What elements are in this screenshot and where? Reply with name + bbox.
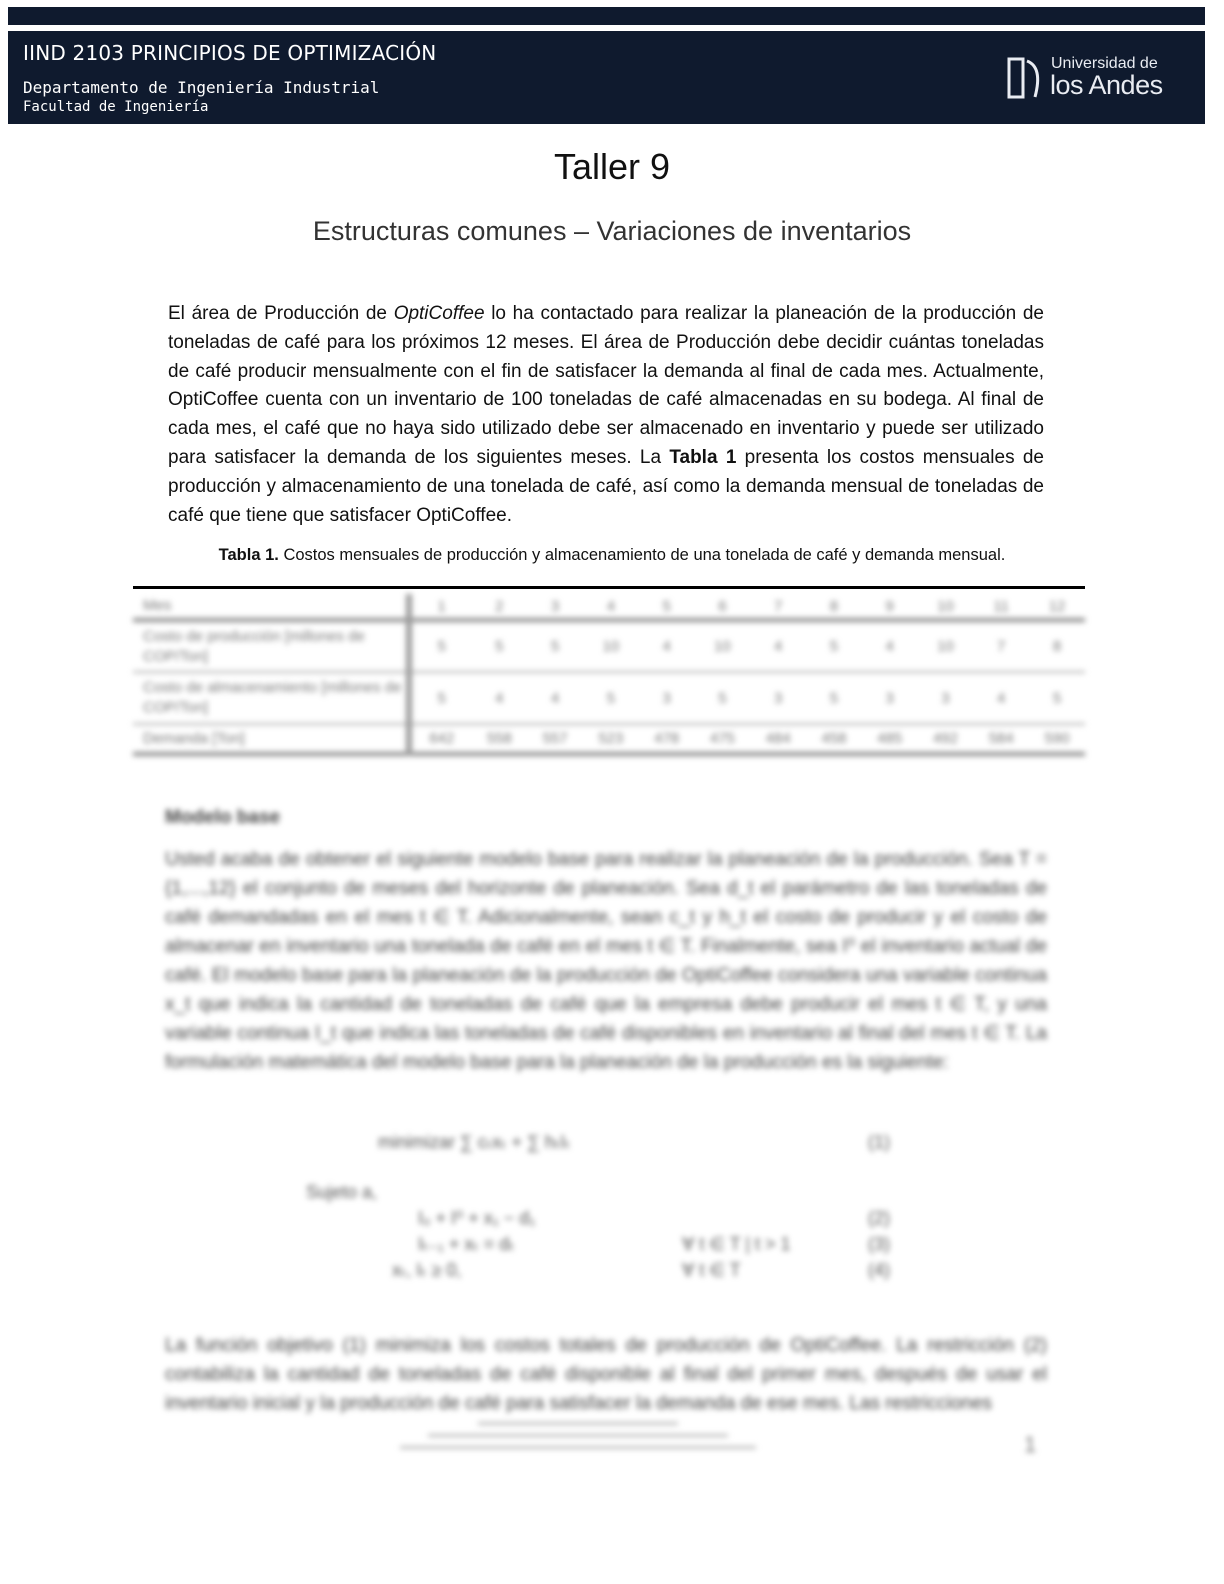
constraint-3-domain: ∀ t ∈ T	[682, 1260, 741, 1280]
logo-text-bottom: los Andes	[1050, 70, 1163, 100]
value-cell: 458	[806, 724, 862, 754]
value-cell: 3	[750, 672, 806, 724]
value-cell: 4	[973, 672, 1029, 724]
page-number: 1	[1024, 1432, 1037, 1457]
faculty-name: Facultad de Ingeniería	[23, 99, 209, 115]
course-title: IIND 2103 PRINCIPIOS DE OPTIMIZACIÓN	[23, 41, 437, 65]
constraint-3: xₜ, Iₜ ≥ 0,	[392, 1260, 462, 1280]
math-model	[0, 1122, 1224, 1292]
section-heading: Modelo base	[165, 807, 281, 828]
value-cell: 4	[471, 672, 527, 724]
footer-line	[478, 1422, 678, 1425]
top-rule	[8, 7, 1205, 25]
row-label-cell: Demanda [Ton]	[133, 724, 409, 754]
value-cell: 10	[918, 620, 974, 672]
month-cell: 5	[639, 594, 695, 620]
footer-lines	[398, 1422, 758, 1458]
blurred-content	[0, 582, 1224, 1482]
table-caption	[0, 546, 1224, 565]
month-cell: 3	[527, 594, 583, 620]
value-cell: 5	[583, 672, 639, 724]
constraint-2-domain: ∀ t ∈ T | t > 1	[682, 1234, 791, 1254]
value-cell: 492	[918, 724, 974, 754]
value-cell: 475	[695, 724, 751, 754]
constraint-1: I₀ + I⁰ + x₁ − d₁	[418, 1208, 536, 1228]
footer-line	[428, 1434, 728, 1437]
brand-name: OptiCoffee	[393, 303, 485, 324]
month-cell: 7	[750, 594, 806, 620]
month-cell: 10	[918, 594, 974, 620]
value-cell: 485	[862, 724, 918, 754]
row-label-cell: Costo de almacenamiento [millones de COP/Ton]	[133, 672, 409, 724]
value-cell: 4	[527, 672, 583, 724]
equation-number: (3)	[868, 1234, 890, 1254]
value-cell: 10	[583, 620, 639, 672]
model-explanation-paragraph: La función objetivo (1) minimiza los costos totales de producción de OptiCoffee. La restricción (2) contabiliza la cantidad de toneladas de café disponible al final del primer mes, después de usar el inventario inicial y la producción de café para satisfacer la demanda de ese mes. Las restricciones	[165, 1335, 1047, 1414]
value-cell: 484	[750, 724, 806, 754]
value-cell: 642	[409, 724, 471, 754]
value-cell: 5	[806, 672, 862, 724]
value-cell: 7	[973, 620, 1029, 672]
table-row	[133, 724, 1085, 754]
value-cell: 523	[583, 724, 639, 754]
caption-label: Tabla 1.	[218, 546, 279, 564]
value-cell: 5	[471, 620, 527, 672]
page-subtitle: Estructuras comunes – Variaciones de inventarios	[312, 216, 912, 246]
value-cell: 5	[1029, 672, 1085, 724]
intro-text-2: lo ha contactado para realizar la planeación de la producción de toneladas de café para los próximos 12 meses. El área de Producción debe decidir cuántas toneladas de café producir mensualmente con el fin de satisfacer la demanda al final de cada mes. Actualmente, OptiCoffee cuenta con un inventario de 100 toneladas de café almacenadas en su bodega. Al final de cada mes, el café que no haya sido utilizado debe ser almacenado en inventario y puede ser utilizado para satisfacer la demanda de los siguientes meses. La	[168, 303, 1044, 468]
model-description-paragraph: Usted acaba de obtener el siguiente modelo base para realizar la planeación de la producción. Sea T = {1,...,12} el conjunto de meses del horizonte de planeación. Sea d_t el parámetro de las toneladas de café demandadas en el mes t ∈ T. Adicionalmente, sean c_t y h_t el costo de producir y el costo de almacenar en inventario una tonelada de café en el mes t ∈ T. Finalmente, sea I⁰ el inventario actual de café. El modelo base para la planeación de la producción de OptiCoffee considera una variable continua x_t que indica la cantidad de toneladas de café que la empresa debe producir el mes t ∈ T, y una variable continua I_t que indica las toneladas de café disponibles en inventario al final del mes t ∈ T. La formulación matemática del modelo base para la planeación de la producción es la siguiente:	[165, 849, 1047, 1073]
document-header	[8, 31, 1205, 124]
table-grid	[133, 594, 1085, 756]
constraint-2: Iₜ₋₁ + xₜ = dₜ	[418, 1234, 515, 1254]
subject-to-label: Sujeto a,	[306, 1182, 378, 1202]
row-label-cell: Costo de producción [millones de COP/Ton]	[133, 620, 409, 672]
month-cell: 6	[695, 594, 751, 620]
value-cell: 584	[973, 724, 1029, 754]
uniandes-logo-icon	[1005, 55, 1047, 101]
month-cell: 8	[806, 594, 862, 620]
objective-function: minimizar ∑ cₜxₜ + ∑ hₜIₜ	[378, 1132, 571, 1152]
footer-line	[400, 1446, 756, 1449]
caption-text: Costos mensuales de producción y almacenamiento de una tonelada de café y demanda mensual.	[278, 546, 1006, 564]
university-logo	[1005, 53, 1165, 103]
month-cell: 9	[862, 594, 918, 620]
equation-number: (4)	[868, 1260, 890, 1280]
value-cell: 3	[862, 672, 918, 724]
month-cell: 11	[973, 594, 1029, 620]
value-cell: 558	[471, 724, 527, 754]
logo-text-top: Universidad de	[1051, 55, 1158, 72]
month-cell: 2	[471, 594, 527, 620]
value-cell: 5	[695, 672, 751, 724]
value-cell: 4	[750, 620, 806, 672]
intro-paragraph	[168, 300, 1044, 530]
month-cell: 4	[583, 594, 639, 620]
value-cell: 590	[1029, 724, 1085, 754]
table-top-rule	[133, 586, 1085, 589]
value-cell: 5	[409, 672, 471, 724]
value-cell: 5	[409, 620, 471, 672]
table-row	[133, 672, 1085, 724]
month-cell: 1	[409, 594, 471, 620]
value-cell: 3	[639, 672, 695, 724]
value-cell: 5	[527, 620, 583, 672]
value-cell: 4	[639, 620, 695, 672]
month-cell: 12	[1029, 594, 1085, 620]
intro-text-1: El área de Producción de	[168, 303, 394, 324]
intro-text-3: presenta los costos mensuales de producción y almacenamiento de una tonelada de café, así como la demanda mensual de toneladas de café que tiene que satisfacer OptiCoffee.	[168, 446, 1044, 526]
table-reference: Tabla 1	[669, 446, 737, 468]
page-title: Taller 9	[553, 146, 671, 187]
header-label-cell: Mes	[133, 594, 409, 620]
value-cell: 10	[695, 620, 751, 672]
equation-number: (2)	[868, 1208, 890, 1228]
table-row	[133, 620, 1085, 672]
table-header-row	[133, 594, 1085, 620]
value-cell: 3	[918, 672, 974, 724]
department-name: Departamento de Ingeniería Industrial	[23, 78, 380, 97]
value-cell: 557	[527, 724, 583, 754]
equation-number: (1)	[868, 1132, 890, 1152]
value-cell: 4	[862, 620, 918, 672]
value-cell: 478	[639, 724, 695, 754]
value-cell: 8	[1029, 620, 1085, 672]
value-cell: 5	[806, 620, 862, 672]
